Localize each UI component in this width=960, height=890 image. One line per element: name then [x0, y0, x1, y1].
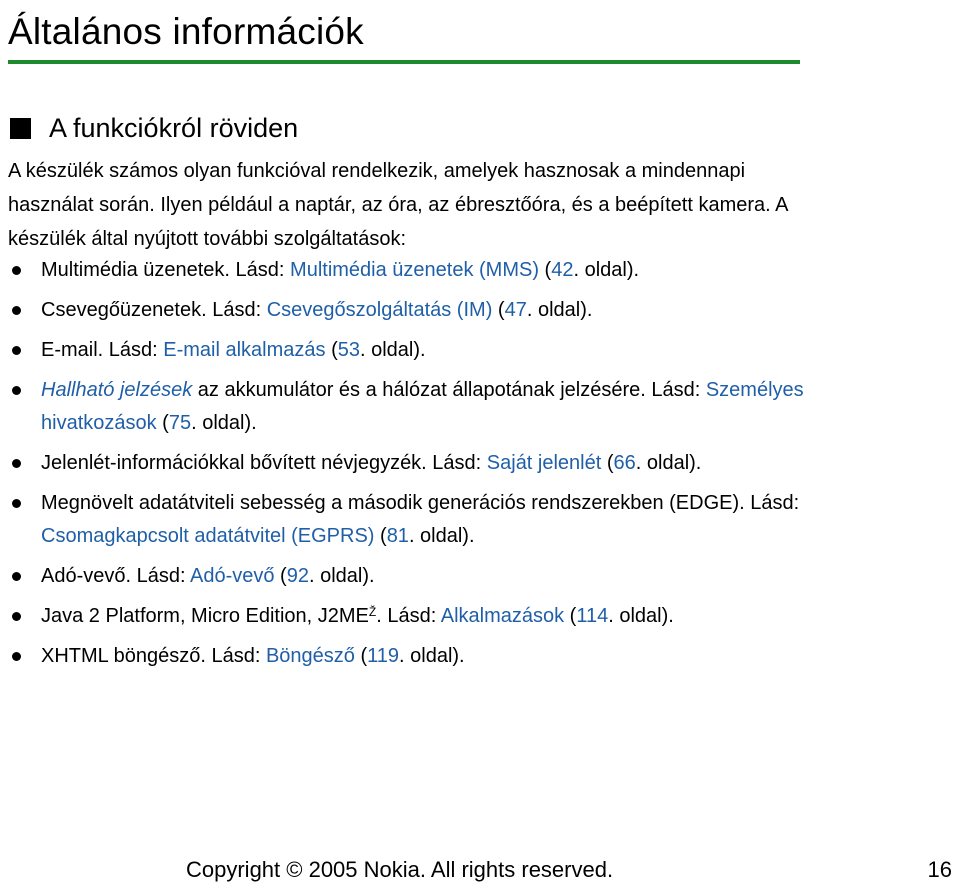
item-text: ( [354, 645, 368, 667]
page-reference[interactable]: 75 [168, 412, 192, 434]
item-text: ( [601, 452, 614, 474]
item-text: . oldal). [308, 565, 375, 587]
item-text: . oldal). [573, 259, 640, 281]
item-text: ( [156, 412, 169, 434]
item-text: Multimédia üzenetek. Lásd: [41, 259, 291, 281]
item-text: Csevegőüzenetek. Lásd: [41, 299, 267, 321]
list-item [0, 447, 820, 480]
page-reference[interactable]: 53 [337, 339, 360, 361]
bullet-icon [12, 346, 21, 355]
item-text: . oldal). [399, 645, 465, 667]
item-text: ( [325, 339, 338, 361]
item-text: ( [564, 605, 577, 627]
cross-reference-link[interactable]: Hallható jelzések [41, 379, 193, 401]
item-text: Megnövelt adatátviteli sebesség a második generációs rendszerekben (EDGE). Lásd: [41, 492, 800, 514]
item-text: . Lásd: [376, 605, 441, 627]
bullet-icon [12, 386, 21, 395]
item-text: ( [492, 299, 505, 321]
page-title: Általános információk [8, 11, 364, 52]
square-bullet-icon [10, 118, 31, 139]
bullet-icon [12, 572, 21, 581]
item-text: . oldal). [608, 605, 674, 627]
cross-reference-link[interactable]: Böngésző [265, 645, 355, 667]
page-reference[interactable]: 119 [367, 645, 400, 667]
cross-reference-link[interactable]: Csomagkapcsolt adatátvitel (EGPRS) [41, 525, 375, 547]
item-text: . oldal). [408, 525, 475, 547]
cross-reference-link[interactable]: Személyes hivatkozások [41, 379, 804, 434]
item-text: Jelenlét-információkkal bővített névjegyzék. Lásd: [41, 452, 487, 474]
item-text: XHTML böngésző. Lásd: [41, 645, 266, 667]
item-text: az akkumulátor és a hálózat állapotának jelzésére. Lásd: [192, 379, 706, 401]
list-item [0, 600, 820, 633]
bullet-icon [12, 266, 21, 275]
bullet-icon [12, 612, 21, 621]
page-reference[interactable]: 42 [551, 259, 574, 281]
list-item [0, 374, 820, 440]
item-text: Adó-vevő. Lásd: [41, 565, 190, 587]
feature-list [0, 254, 820, 680]
title-rule [8, 60, 800, 64]
bullet-icon [12, 459, 21, 468]
bullet-icon [12, 306, 21, 315]
page-reference[interactable]: 81 [386, 525, 409, 547]
page-number: 16 [927, 857, 952, 882]
item-text: . oldal). [360, 339, 426, 361]
item-text: Java 2 Platform, Micro Edition, J2ME [41, 605, 369, 627]
item-text: E-mail. Lásd: [41, 339, 164, 361]
list-item [0, 254, 820, 287]
list-item [0, 560, 820, 593]
bullet-icon [12, 499, 21, 508]
cross-reference-link[interactable]: Csevegőszolgáltatás (IM) [266, 299, 493, 321]
item-text: ( [274, 565, 287, 587]
page-reference[interactable]: 66 [613, 452, 636, 474]
item-text: ( [374, 525, 387, 547]
cross-reference-link[interactable]: Saját jelenlét [486, 452, 602, 474]
footer-copyright: Copyright © 2005 Nokia. All rights reserved. [186, 857, 614, 882]
cross-reference-link[interactable]: Alkalmazások [440, 605, 565, 627]
section-heading [8, 110, 298, 146]
cross-reference-link[interactable]: Adó-vevő [189, 565, 275, 587]
section-heading-text: A funkciókról röviden [49, 113, 299, 143]
item-text: . oldal). [635, 452, 702, 474]
intro-paragraph: A készülék számos olyan funkcióval rendelkezik, amelyek hasznosak a mindennapi használat során. Ilyen például a naptár, az óra, az ébresztőóra, és a beépített kamera. A készülék által nyújtott további szolgáltatások: [8, 160, 788, 250]
item-text: ( [539, 259, 552, 281]
list-item [0, 487, 820, 553]
list-item [0, 334, 820, 367]
cross-reference-link[interactable]: Multimédia üzenetek (MMS) [290, 259, 539, 281]
bullet-icon [12, 652, 21, 661]
page-reference[interactable]: 92 [286, 565, 309, 587]
item-text: . oldal). [191, 412, 257, 434]
page-reference[interactable]: 114 [576, 605, 609, 627]
cross-reference-link[interactable]: E-mail alkalmazás [163, 339, 326, 361]
page-reference[interactable]: 47 [504, 299, 527, 321]
item-text: . oldal). [526, 299, 593, 321]
trademark-superscript: Ž [368, 605, 377, 619]
list-item [0, 640, 820, 673]
list-item [0, 294, 820, 327]
